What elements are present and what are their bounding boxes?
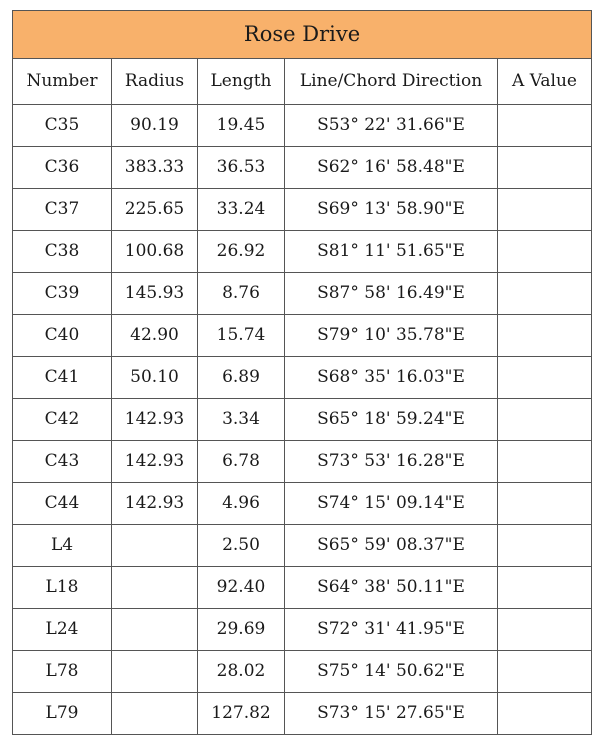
cell-number: C35 [13, 105, 112, 147]
cell-length: 92.40 [198, 567, 285, 609]
cell-a-value [498, 441, 592, 483]
cell-length: 4.96 [198, 483, 285, 525]
cell-a-value [498, 315, 592, 357]
column-header-length: Length [198, 59, 285, 105]
cell-length: 127.82 [198, 693, 285, 735]
cell-a-value [498, 231, 592, 273]
cell-a-value [498, 483, 592, 525]
cell-radius [112, 525, 198, 567]
cell-radius [112, 651, 198, 693]
cell-direction: S62° 16' 58.48"E [285, 147, 498, 189]
cell-direction: S65° 18' 59.24"E [285, 399, 498, 441]
cell-length: 29.69 [198, 609, 285, 651]
cell-direction: S68° 35' 16.03"E [285, 357, 498, 399]
table-row [13, 609, 592, 651]
cell-radius: 383.33 [112, 147, 198, 189]
cell-radius: 225.65 [112, 189, 198, 231]
cell-number: L4 [13, 525, 112, 567]
rose-drive-table [12, 10, 592, 735]
cell-number: C36 [13, 147, 112, 189]
table-title-row [13, 11, 592, 59]
cell-direction: S72° 31' 41.95"E [285, 609, 498, 651]
cell-a-value [498, 147, 592, 189]
cell-length: 36.53 [198, 147, 285, 189]
cell-number: C41 [13, 357, 112, 399]
cell-a-value [498, 357, 592, 399]
cell-number: C38 [13, 231, 112, 273]
column-header-row [13, 59, 592, 105]
table-row [13, 147, 592, 189]
table-row [13, 441, 592, 483]
cell-length: 3.34 [198, 399, 285, 441]
cell-radius [112, 609, 198, 651]
cell-radius: 142.93 [112, 441, 198, 483]
cell-direction: S64° 38' 50.11"E [285, 567, 498, 609]
cell-radius: 42.90 [112, 315, 198, 357]
cell-number: C42 [13, 399, 112, 441]
cell-radius [112, 693, 198, 735]
cell-a-value [498, 189, 592, 231]
cell-direction: S74° 15' 09.14"E [285, 483, 498, 525]
cell-direction: S81° 11' 51.65"E [285, 231, 498, 273]
cell-a-value [498, 609, 592, 651]
cell-direction: S79° 10' 35.78"E [285, 315, 498, 357]
table-row [13, 315, 592, 357]
table-title: Rose Drive [13, 11, 592, 59]
cell-number: C44 [13, 483, 112, 525]
table-row [13, 189, 592, 231]
cell-radius: 142.93 [112, 399, 198, 441]
column-header-a-value: A Value [498, 59, 592, 105]
cell-radius: 142.93 [112, 483, 198, 525]
cell-length: 19.45 [198, 105, 285, 147]
cell-a-value [498, 525, 592, 567]
cell-direction: S69° 13' 58.90"E [285, 189, 498, 231]
table-row [13, 525, 592, 567]
cell-length: 33.24 [198, 189, 285, 231]
cell-a-value [498, 399, 592, 441]
cell-length: 15.74 [198, 315, 285, 357]
cell-direction: S53° 22' 31.66"E [285, 105, 498, 147]
cell-a-value [498, 651, 592, 693]
cell-radius: 100.68 [112, 231, 198, 273]
cell-direction: S73° 53' 16.28"E [285, 441, 498, 483]
table-row [13, 651, 592, 693]
cell-radius: 90.19 [112, 105, 198, 147]
column-header-direction: Line/Chord Direction [285, 59, 498, 105]
cell-length: 6.78 [198, 441, 285, 483]
cell-number: L79 [13, 693, 112, 735]
table-row [13, 231, 592, 273]
cell-direction: S65° 59' 08.37"E [285, 525, 498, 567]
cell-a-value [498, 273, 592, 315]
cell-direction: S75° 14' 50.62"E [285, 651, 498, 693]
cell-length: 26.92 [198, 231, 285, 273]
cell-a-value [498, 567, 592, 609]
table-row [13, 273, 592, 315]
cell-a-value [498, 105, 592, 147]
cell-number: C39 [13, 273, 112, 315]
cell-number: L24 [13, 609, 112, 651]
cell-radius: 50.10 [112, 357, 198, 399]
cell-length: 2.50 [198, 525, 285, 567]
cell-radius [112, 567, 198, 609]
cell-direction: S73° 15' 27.65"E [285, 693, 498, 735]
table-row [13, 399, 592, 441]
cell-number: C37 [13, 189, 112, 231]
cell-a-value [498, 693, 592, 735]
column-header-radius: Radius [112, 59, 198, 105]
cell-length: 6.89 [198, 357, 285, 399]
cell-number: C40 [13, 315, 112, 357]
cell-radius: 145.93 [112, 273, 198, 315]
cell-number: C43 [13, 441, 112, 483]
cell-number: L78 [13, 651, 112, 693]
cell-number: L18 [13, 567, 112, 609]
cell-length: 28.02 [198, 651, 285, 693]
cell-length: 8.76 [198, 273, 285, 315]
table-row [13, 357, 592, 399]
table-row [13, 693, 592, 735]
cell-direction: S87° 58' 16.49"E [285, 273, 498, 315]
column-header-number: Number [13, 59, 112, 105]
table-row [13, 105, 592, 147]
table-row [13, 567, 592, 609]
table-row [13, 483, 592, 525]
